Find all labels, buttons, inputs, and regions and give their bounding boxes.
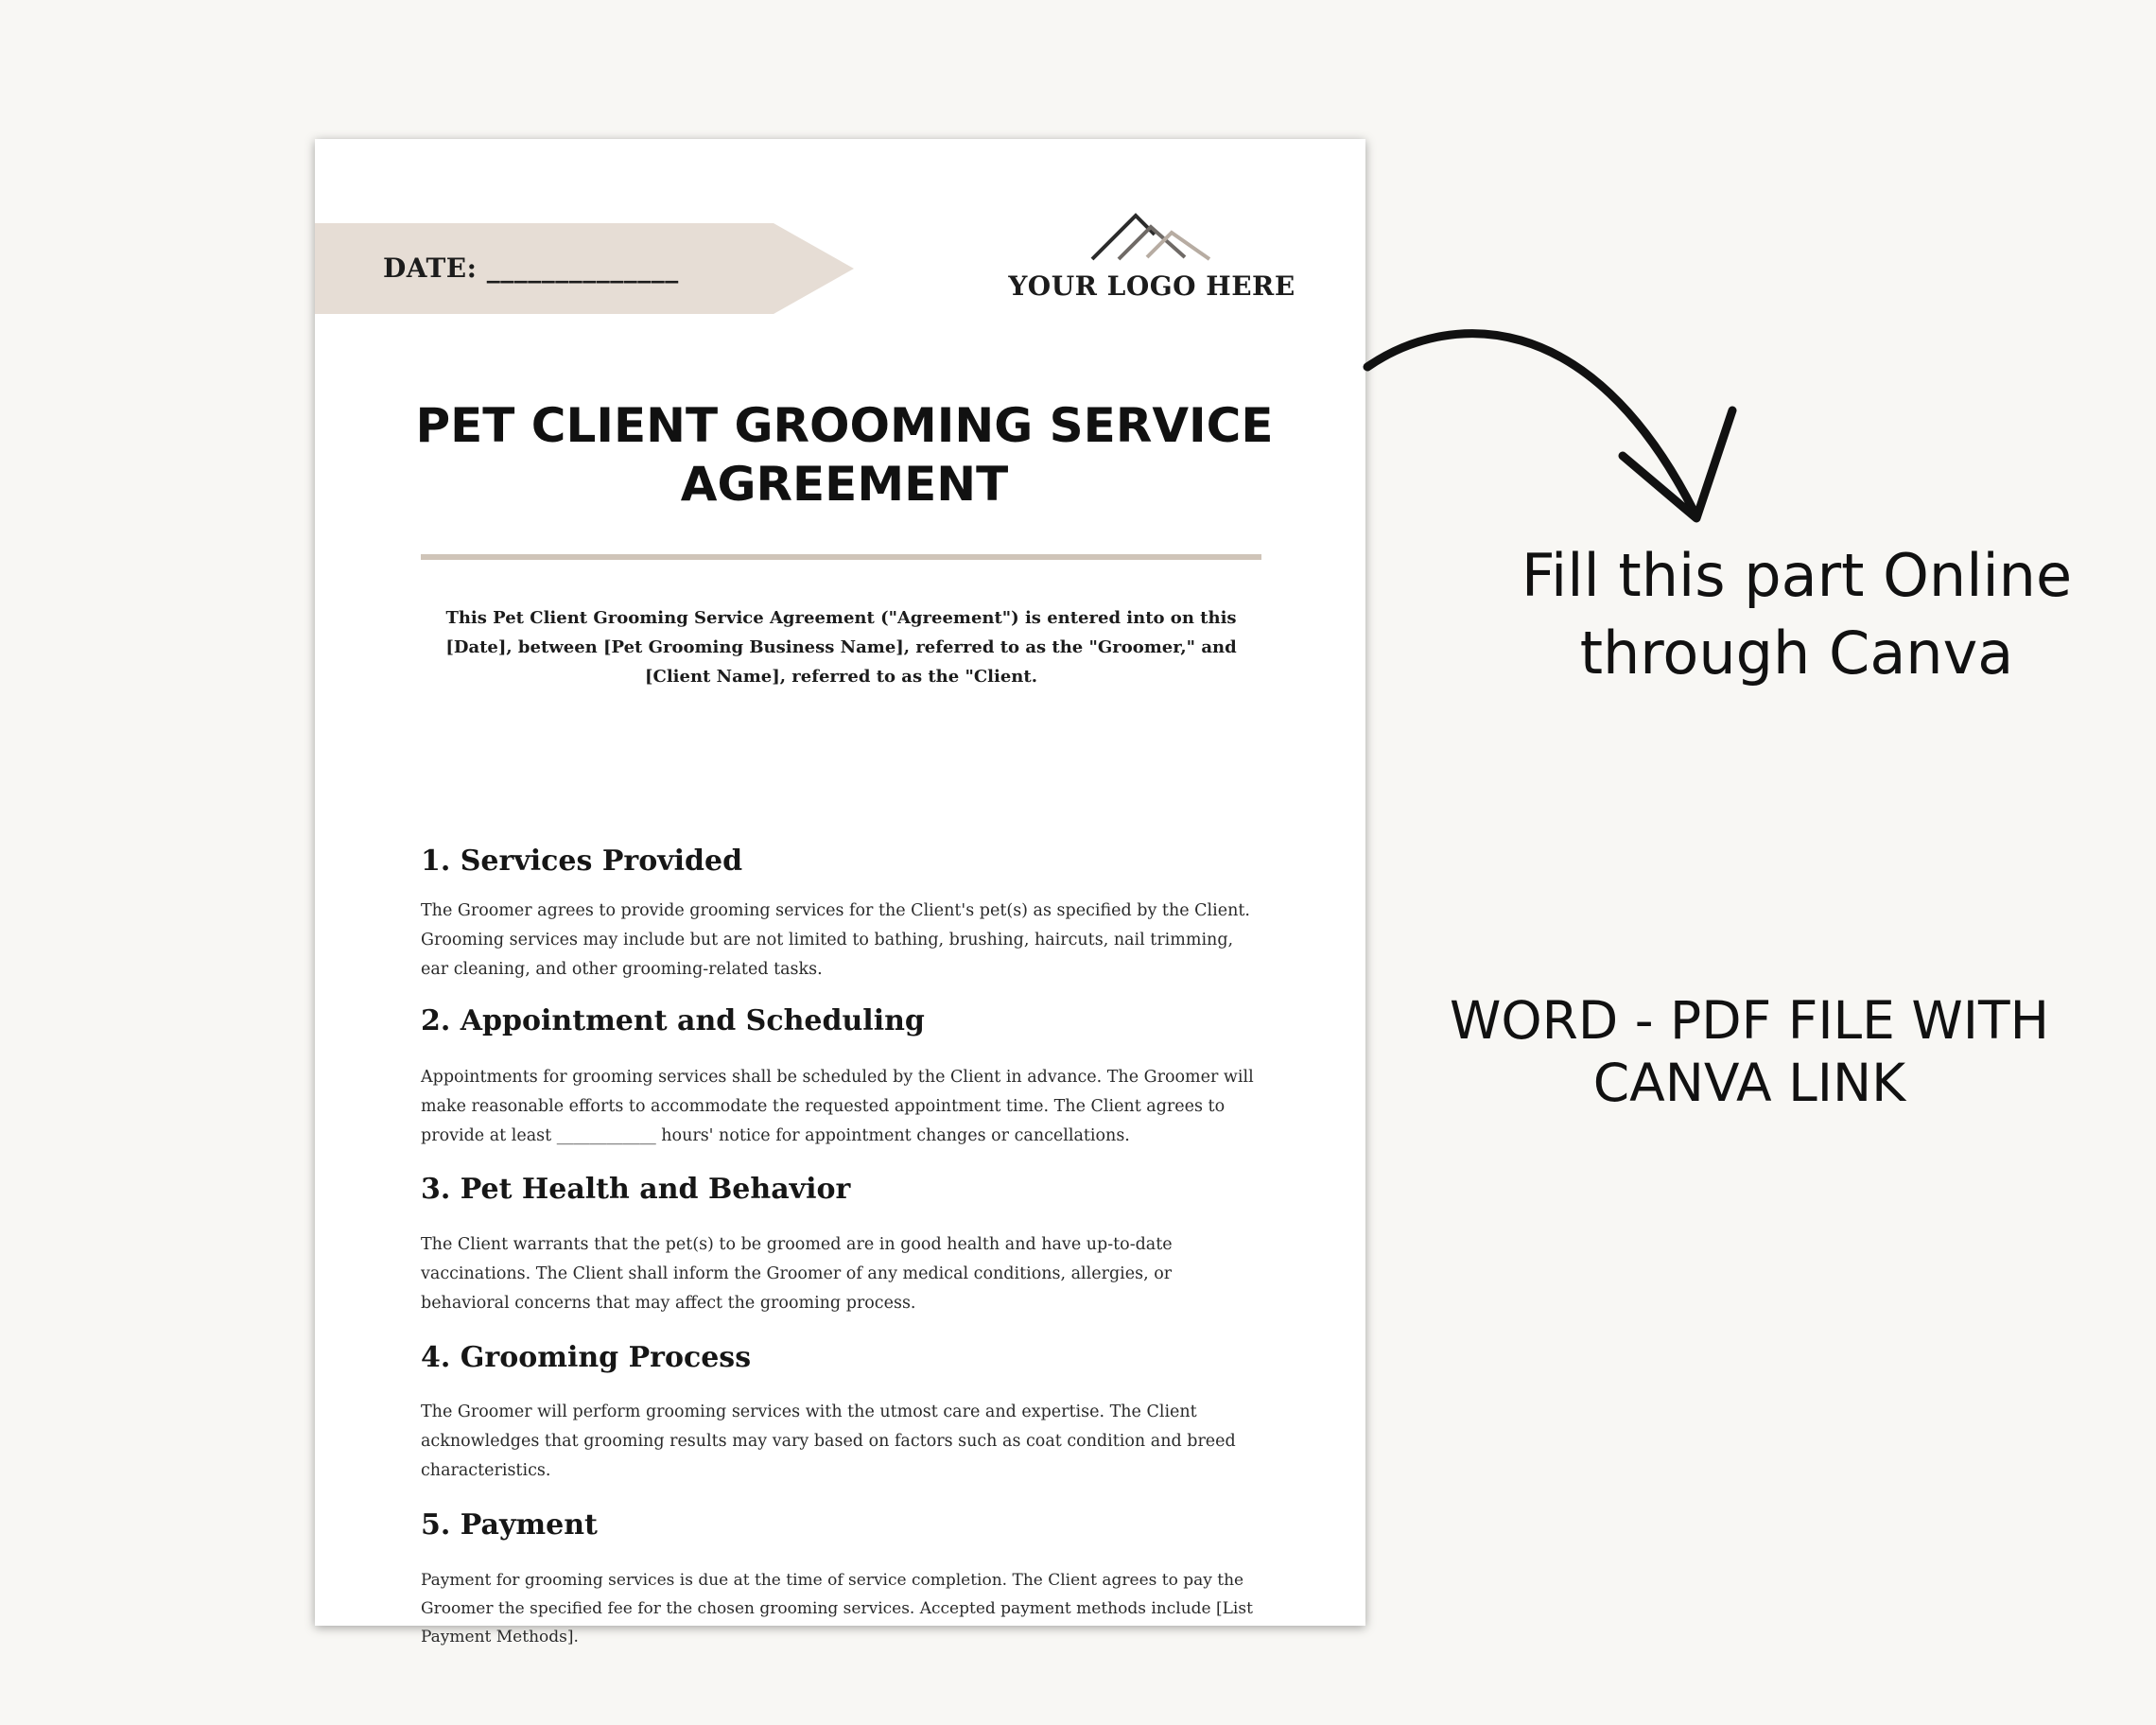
title-divider: [421, 554, 1261, 560]
section-body-health: The Client warrants that the pet(s) to be groomed are in good health and have up-to-date vaccinations. The Client shall inform the Groomer of any medical conditions, allergies, or behavioral concerns that may affect the grooming process.: [421, 1235, 1173, 1313]
date-banner: [315, 223, 854, 314]
logo: [1000, 210, 1303, 302]
logo-text: YOUR LOGO HERE: [1008, 270, 1295, 302]
document-page: [315, 139, 1365, 1647]
section-heading-health: 3. Pet Health and Behavior: [421, 1173, 851, 1206]
section-heading-services: 1. Services Provided: [421, 845, 743, 878]
section-body-payment: Payment for grooming services is due at the time of service completion. The Client agrees to pay the Groomer the specified fee for the chosen grooming services. Accepted payment methods include [List Payment Methods].: [421, 1571, 1253, 1647]
intro-paragraph: This Pet Client Grooming Service Agreement ("Agreement") is entered into on this [Date], between [Pet Grooming Business Name], referred to as the "Groomer," and [Client Name], referred to as the "Client.: [445, 608, 1237, 687]
section-heading-payment: 5. Payment: [421, 1508, 598, 1542]
mountain-peaks-icon: [1090, 210, 1213, 263]
fill-note: Fill this part Online through Canva: [1521, 541, 2073, 688]
section-heading-grooming: 4. Grooming Process: [421, 1341, 752, 1374]
section-body-grooming: The Groomer will perform grooming services with the utmost care and expertise. The Client acknowledges that grooming results may vary based on factors such as coat condition and breed characteristics.: [421, 1403, 1236, 1480]
curved-arrow-icon: [1362, 312, 1759, 539]
section-body-services: The Groomer agrees to provide grooming services for the Client's pet(s) as specified by the Client. Grooming services may include but are not limited to bathing, brushing, haircuts, nail trimming, ear cleaning, and other grooming-related tasks.: [421, 901, 1250, 979]
section-heading-appointment: 2. Appointment and Scheduling: [421, 1004, 925, 1037]
format-note: WORD - PDF FILE WITH CANVA LINK: [1450, 990, 2049, 1113]
document-title: PET CLIENT GROOMING SERVICE AGREEMENT: [415, 398, 1274, 512]
date-field[interactable]: DATE: ______________: [383, 253, 679, 284]
section-body-appointment: Appointments for grooming services shall be scheduled by the Client in advance. The Groomer will make reasonable efforts to accommodate the requested appointment time. The Client agrees to provide at least ____________ hours' notice for appointment changes or cancellations.: [421, 1068, 1254, 1145]
